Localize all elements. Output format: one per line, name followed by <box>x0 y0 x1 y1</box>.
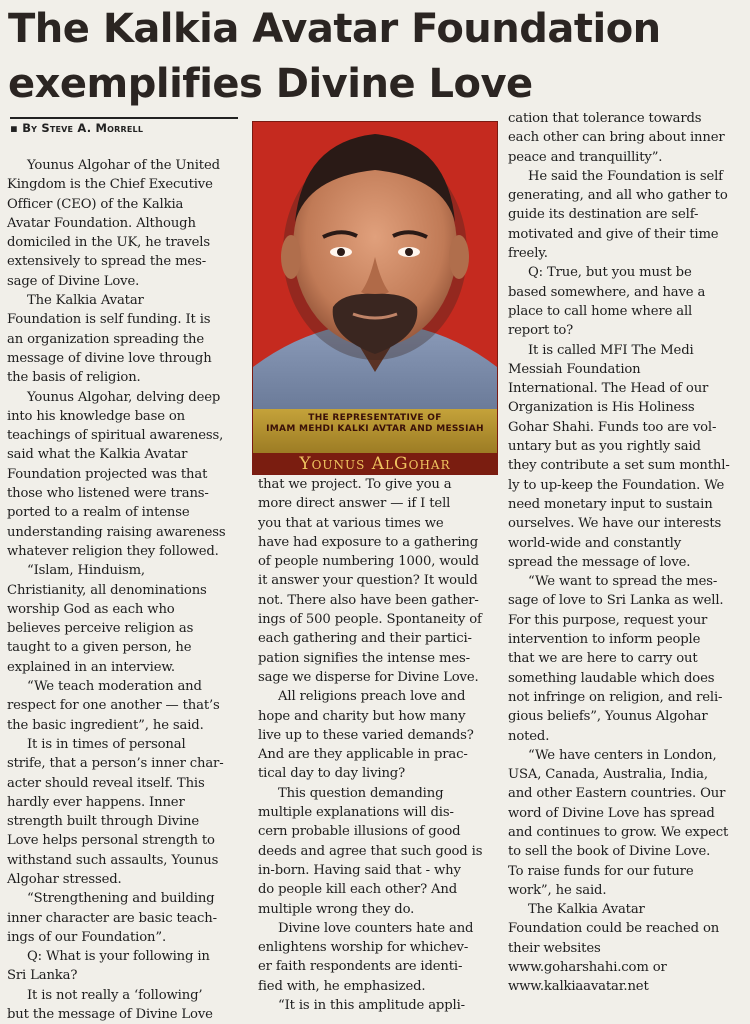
article-line: tical day to day living? <box>258 766 406 782</box>
byline-text: By Steve A. Morrell <box>22 121 144 135</box>
article-line: work”, he said. <box>508 882 607 898</box>
article-line: Q: What is your following in <box>27 949 210 965</box>
article-line: hardly ever happens. Inner <box>7 794 185 810</box>
article-line: ported to a realm of intense <box>7 505 190 521</box>
article-line: but the message of Divine Love <box>7 1007 213 1023</box>
headline <box>8 2 748 112</box>
article-line: and other Eastern countries. Our <box>508 786 726 802</box>
article-line: need monetary input to sustain <box>508 496 713 512</box>
article-line: “We teach moderation and <box>27 679 202 695</box>
article-line: www.kalkiaavatar.net <box>508 979 649 995</box>
article-line: To raise funds for our future <box>508 863 694 879</box>
article-line: Q: True, but you must be <box>528 265 692 281</box>
article-line: explained in an interview. <box>7 659 175 675</box>
article-line: and continues to grow. We expect <box>508 824 729 840</box>
article-line: Kingdom is the Chief Executive <box>7 177 213 193</box>
article-line: inner character are basic teach- <box>7 910 217 926</box>
article-line: Younus Algohar, delving deep <box>27 389 221 405</box>
caption-line-2: IMAM MEHDI KALKI AVTAR AND MESSIAH <box>266 424 484 434</box>
article-line: Christianity, all denominations <box>7 582 207 598</box>
article-line: ourselves. We have our interests <box>508 516 722 532</box>
article-line: Avatar Foundation. Although <box>7 215 196 231</box>
article-line: multiple wrong they do. <box>258 901 415 917</box>
article-column-1 <box>7 156 239 1024</box>
article-line: For this purpose, request your <box>508 612 708 628</box>
article-line: “We want to spread the mes- <box>528 574 718 590</box>
article-line: The Kalkia Avatar <box>27 293 144 309</box>
article-line: ly to up-keep the Foundation. We <box>508 477 725 493</box>
article-line: generating, and all who gather to <box>508 188 728 204</box>
article-line: Algohar stressed. <box>7 871 122 887</box>
article-line: extensively to spread the mes- <box>7 254 207 270</box>
article-line: spread the message of love. <box>508 554 691 570</box>
article-line: live up to these varied demands? <box>258 727 474 743</box>
headline-line-1: The Kalkia Avatar Foundation <box>8 6 661 52</box>
article-line: acter should reveal itself. This <box>7 775 205 791</box>
article-line: strife, that a person’s inner char- <box>7 756 224 772</box>
article-line: more direct answer — if I tell <box>258 496 451 512</box>
article-line: not infringe on religion, and reli- <box>508 689 723 705</box>
article-line: sage of love to Sri Lanka as well. <box>508 593 724 609</box>
article-line: you that at various times we <box>258 515 444 531</box>
article-line: “Islam, Hinduism, <box>27 563 145 579</box>
article-line: an organization spreading the <box>7 331 204 347</box>
article-line: USA, Canada, Australia, India, <box>508 767 708 783</box>
article-line: gious beliefs”, Younus Algohar <box>508 709 708 725</box>
article-line: Foundation could be reached on <box>508 921 720 937</box>
article-line: the basic ingredient”, he said. <box>7 717 204 733</box>
article-line: All religions preach love and <box>278 689 466 705</box>
article-line: domiciled in the UK, he travels <box>7 235 210 251</box>
article-line: teachings of spiritual awareness, <box>7 428 224 444</box>
article-line: Foundation projected was that <box>7 466 208 482</box>
article-line: multiple explanations will dis- <box>258 805 454 821</box>
article-line: based somewhere, and have a <box>508 284 706 300</box>
article-column-3 <box>508 109 748 997</box>
article-line: have had exposure to a gathering <box>258 534 479 550</box>
byline: ▪ By Steve A. Morrell <box>10 121 144 135</box>
article-line: ings of our Foundation”. <box>7 929 166 945</box>
article-line: He said the Foundation is self <box>528 168 723 184</box>
article-line: pation signifies the intense mes- <box>258 650 470 666</box>
article-line: ings of 500 people. Spontaneity of <box>258 612 482 628</box>
article-line: www.goharshahi.com or <box>508 960 667 976</box>
article-line: that we are here to carry out <box>508 651 698 667</box>
article-line: Sri Lanka? <box>7 968 78 984</box>
article-line: world-wide and constantly <box>508 535 682 551</box>
article-line: freely. <box>508 246 548 262</box>
article-line: peace and tranquillity”. <box>508 149 663 165</box>
caption-name: Younus AlGohar <box>253 453 497 475</box>
article-line: said what the Kalkia Avatar <box>7 447 188 463</box>
article-line: their websites <box>508 940 601 956</box>
article-line: each gathering and their partici- <box>258 631 472 647</box>
article-line: in-born. Having said that - why <box>258 862 461 878</box>
byline-rule <box>10 117 238 119</box>
portrait-photo <box>252 121 498 475</box>
article-line: “We have centers in London, <box>528 747 717 763</box>
article-line: And are they applicable in prac- <box>258 747 468 763</box>
article-line: It is not really a ‘following’ <box>27 987 203 1003</box>
article-line: Messiah Foundation <box>508 361 641 377</box>
article-line: withstand such assaults, Younus <box>7 852 219 868</box>
article-line: Officer (CEO) of the Kalkia <box>7 196 184 212</box>
article-line: untary but as you rightly said <box>508 439 701 455</box>
article-line: each other can bring about inner <box>508 130 725 146</box>
article-line: believes perceive religion as <box>7 621 194 637</box>
article-line: It is called MFI The Medi <box>528 342 694 358</box>
article-line: of people numbering 1000, would <box>258 554 479 570</box>
article-line: “It is in this amplitude appli- <box>278 998 465 1014</box>
article-line: whatever religion they followed. <box>7 543 219 559</box>
article-line: It is in times of personal <box>27 736 186 752</box>
portrait-illustration <box>253 122 497 412</box>
article-line: respect for one another — that’s <box>7 698 220 714</box>
article-line: cation that tolerance towards <box>508 111 702 126</box>
article-line: the basis of religion. <box>7 370 141 386</box>
article-line: sage we disperse for Divine Love. <box>258 669 479 685</box>
article-line: hope and charity but how many <box>258 708 466 724</box>
article-line: enlightens worship for whichev- <box>258 940 469 956</box>
article-line: cern probable illusions of good <box>258 824 461 840</box>
article-line: not. There also have been gather- <box>258 592 479 608</box>
article-line: Divine love counters hate and <box>278 920 474 936</box>
article-line: The Kalkia Avatar <box>528 902 645 918</box>
article-line: it answer your question? It would <box>258 573 478 589</box>
photo-caption <box>253 413 497 435</box>
article-line: Foundation is self funding. It is <box>7 312 211 328</box>
article-line: fied with, he emphasized. <box>258 978 426 994</box>
article-line: that we project. To give you a <box>258 477 452 492</box>
article-line: “Strengthening and building <box>27 891 215 907</box>
article-line: Gohar Shahi. Funds too are vol- <box>508 419 717 435</box>
article-line: worship God as each who <box>7 601 175 617</box>
article-line: something laudable which does <box>508 670 715 686</box>
article-line: into his knowledge base on <box>7 408 186 424</box>
article-line: they contribute a set sum monthl- <box>508 458 730 474</box>
article-line: noted. <box>508 728 550 744</box>
article-line: deeds and agree that such good is <box>258 843 483 859</box>
article-line: place to call home where all <box>508 303 693 319</box>
article-line: er faith respondents are identi- <box>258 959 463 975</box>
article-line: message of divine love through <box>7 350 212 366</box>
headline-line-2: exemplifies Divine Love <box>8 61 533 107</box>
caption-line-1: THE REPRESENTATIVE OF <box>308 413 442 423</box>
article-line: do people kill each other? And <box>258 882 458 898</box>
article-line: sage of Divine Love. <box>7 273 140 289</box>
article-line: report to? <box>508 323 574 339</box>
article-line: International. The Head of our <box>508 381 709 397</box>
article-line: Organization is His Holiness <box>508 400 695 416</box>
article-line: motivated and give of their time <box>508 226 719 242</box>
article-line: strength built through Divine <box>7 814 200 830</box>
article-line: to sell the book of Divine Love. <box>508 844 711 860</box>
article-line: Younus Algohar of the United <box>27 158 220 173</box>
article-line: those who listened were trans- <box>7 486 209 502</box>
article-column-2 <box>258 475 496 1015</box>
article-line: guide its destination are self- <box>508 207 699 223</box>
article-line: taught to a given person, he <box>7 640 192 656</box>
article-line: intervention to inform people <box>508 632 701 648</box>
article-line: understanding raising awareness <box>7 524 226 540</box>
article-line: This question demanding <box>278 785 444 801</box>
article-line: word of Divine Love has spread <box>508 805 715 821</box>
article-line: Love helps personal strength to <box>7 833 215 849</box>
